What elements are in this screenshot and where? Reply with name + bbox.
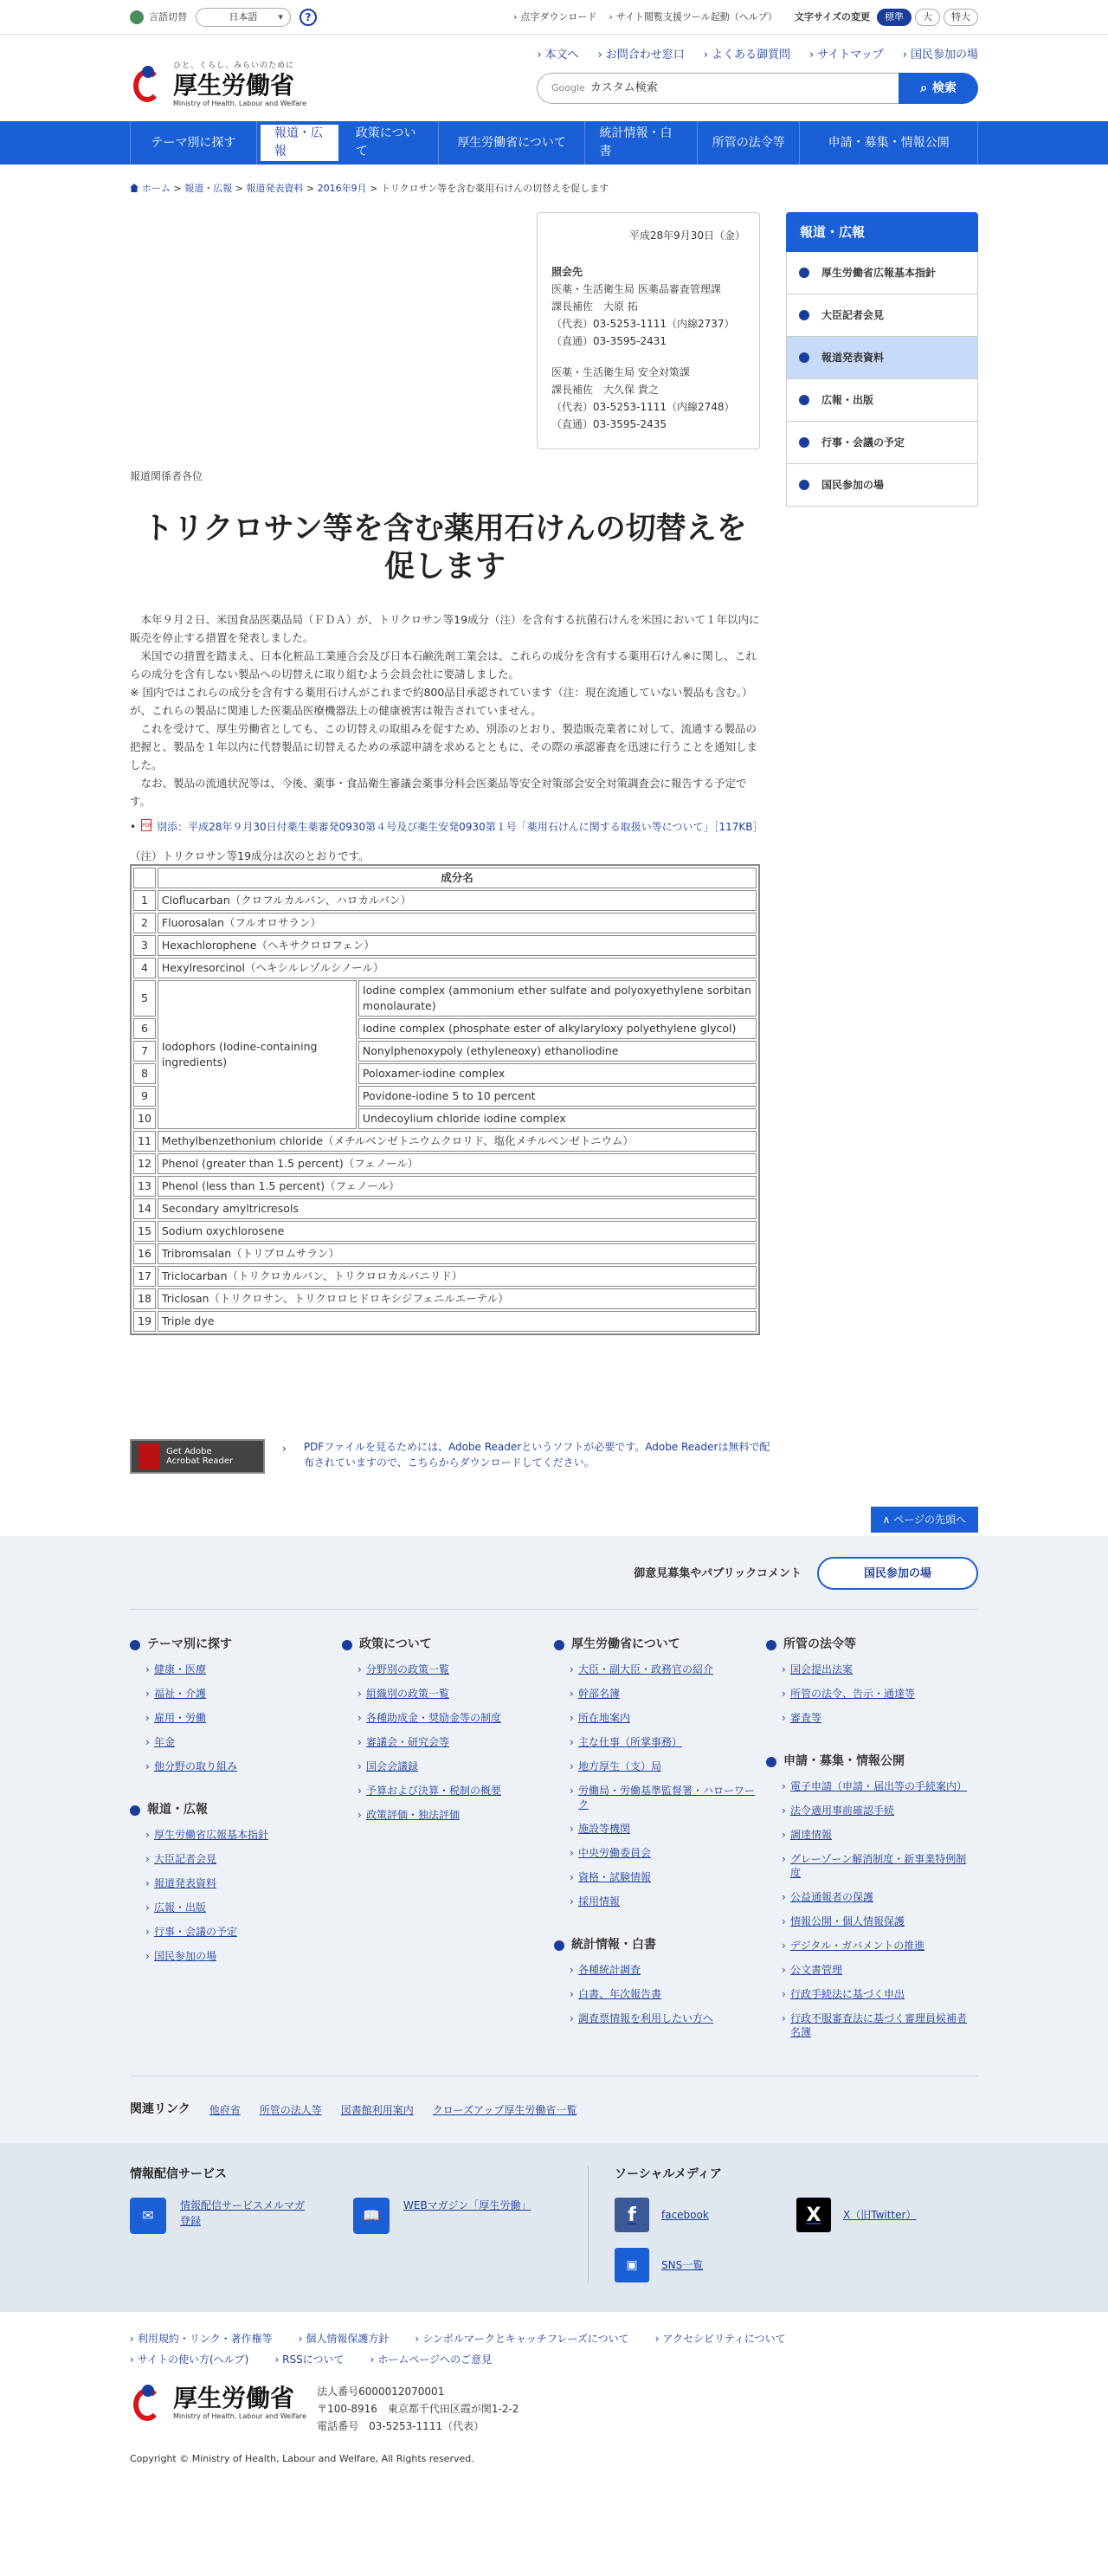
adobe-reader-notice xyxy=(130,1439,978,1474)
table-note: （注）トリクロサン等19成分は次のとおりです。 xyxy=(130,849,370,862)
facebook-label: facebook xyxy=(661,2209,709,2222)
logo-tagline: ひと、くらし、みらいのために xyxy=(173,61,295,70)
related-link[interactable]: 所管の法人等 xyxy=(259,2103,322,2116)
sidebar-item-events[interactable]: 行事・会議の予定 xyxy=(786,422,978,464)
contact-title: 照会先 xyxy=(551,265,583,278)
footer-link[interactable]: › 他分野の取り組み xyxy=(130,1759,338,1773)
table-row: 12 Phenol (greater than 1.5 percent)（フェノール） xyxy=(133,1153,757,1174)
footer-bottom-link[interactable]: › アクセシビリティについて xyxy=(655,2331,786,2347)
distribution-section xyxy=(0,2143,1108,2312)
page-top-button[interactable]: ∧ ページの先頭へ xyxy=(871,1507,978,1533)
opinion-bar xyxy=(130,1557,978,1610)
phone: 電話番号 03-5253-1111（代表） xyxy=(317,2420,485,2433)
nav-item-press[interactable]: 報道・広報 xyxy=(257,121,342,165)
bullet-icon: • xyxy=(130,820,137,833)
footer-heading: テーマ別に探す xyxy=(130,1636,342,1654)
contact-2-direct-phone: （直通）03-3595-2435 xyxy=(551,417,667,430)
footer-link[interactable]: › 政策評価・独法評価 xyxy=(342,1808,550,1822)
newsletter-tile[interactable] xyxy=(130,2198,310,2234)
social-heading: ソーシャルメディア xyxy=(615,2167,722,2182)
nav-item-themes[interactable]: テーマ別に探す xyxy=(131,121,257,165)
footer-link[interactable]: › 年金 xyxy=(130,1735,338,1749)
table-row: 15 Sodium oxychlorosene xyxy=(133,1221,757,1242)
footer-bottom-links xyxy=(130,2331,892,2367)
footer-link[interactable]: › デジタル・ガバメントの推進 xyxy=(766,1939,974,1953)
footer-logo[interactable] xyxy=(130,2383,306,2424)
footer-bottom xyxy=(130,2312,978,2479)
main-content xyxy=(130,212,763,1336)
facebook-link[interactable] xyxy=(615,2198,796,2232)
bullet-icon: › xyxy=(282,1443,287,1456)
attachment xyxy=(130,819,763,835)
language-select[interactable]: 日本語 ▾ xyxy=(196,8,291,27)
footer-link[interactable]: › 健康・医療 xyxy=(130,1662,338,1676)
footer xyxy=(0,1536,1108,2479)
sidebar-item-public-participation[interactable]: 国民参加の場 xyxy=(786,464,978,507)
footer-link[interactable]: › 国会会議録 xyxy=(342,1759,550,1773)
home-icon xyxy=(130,184,138,192)
sitemap-link[interactable]: › サイトマップ xyxy=(809,47,884,64)
sns-list-label: SNS一覧 xyxy=(661,2259,704,2272)
table-row: 9 Povidone-iodine 5 to 10 percent xyxy=(133,1086,757,1107)
table-row: 7 Nonylphenoxypoly (ethyleneoxy) ethanoliodine xyxy=(133,1041,757,1062)
footer-link[interactable]: › グレーゾーン解消制度・新事業特例制度 xyxy=(766,1852,974,1880)
breadcrumb-home[interactable]: ホーム xyxy=(142,183,171,194)
table-row: 13 Phenol (less than 1.5 percent)（フェノール） xyxy=(133,1176,757,1197)
faq-link[interactable]: › よくある御質問 xyxy=(704,47,790,64)
skip-to-content-link[interactable]: › 本文へ xyxy=(537,47,578,64)
footer-link[interactable]: › 雇用・労働 xyxy=(130,1711,338,1725)
table-row: 5 Iodophors (Iodine-containing ingredients) Iodine complex (ammonium ether sulfate and polyoxyethylene sorbitan monolaurate) xyxy=(133,980,757,1017)
sns-icon: ▣ xyxy=(615,2248,649,2282)
footer-link[interactable]: › 所在地案内 xyxy=(554,1711,762,1725)
footer-link[interactable]: › 行政不服審査法に基づく審理員候補者名簿 xyxy=(766,2011,974,2039)
footer-link[interactable]: › 法令適用事前確認手続 xyxy=(766,1804,974,1817)
footer-sitemap xyxy=(130,1610,978,2076)
footer-heading: 厚生労働省について xyxy=(554,1636,766,1654)
newsletter-link[interactable]: 情報配信サービスメルマガ登録 xyxy=(180,2199,306,2228)
distribution-heading: 情報配信サービス xyxy=(130,2167,227,2182)
search-button[interactable] xyxy=(899,73,978,104)
footer-link[interactable]: › 国民参加の場 xyxy=(130,1949,338,1963)
nav-item-applications[interactable]: 申請・募集・情報公開 xyxy=(800,121,978,165)
breadcrumb-press[interactable]: 報道・広報 xyxy=(184,183,233,194)
search-placeholder: カスタム検索 xyxy=(589,81,658,95)
footer-link[interactable]: › 福祉・介護 xyxy=(130,1687,338,1701)
nav-item-policy[interactable]: 政策について xyxy=(342,121,439,165)
ingredients-table xyxy=(130,864,760,1335)
paragraph: ※ 国内ではこれらの成分を含有する薬用石けんがこれまで約800品目承認されています（注：現在流通していない製品も含む。）が、これらの製品に関連した医薬品医療機器法上の健康被害は報告されていません。 xyxy=(130,685,753,717)
address: 〒100-8916 東京都千代田区霞が関1-2-2 xyxy=(317,2403,519,2416)
table-row: 16 Tribromsalan（トリブロムサラン） xyxy=(133,1243,757,1264)
table-row: 6 Iodine complex (phosphate ester of alkylaryloxy polyethylene glycol) xyxy=(133,1018,757,1039)
sidebar-item-pr-guideline[interactable]: 厚生労働省広報基本指針 xyxy=(786,252,978,294)
table-row: 10 Undecoylium chloride iodine complex xyxy=(133,1108,757,1129)
badge-line-1: Get Adobe xyxy=(166,1447,212,1457)
opinion-label: 御意見募集やパブリックコメント xyxy=(634,1566,802,1580)
footer-link[interactable]: › 組織別の政策一覧 xyxy=(342,1687,550,1701)
sidebar xyxy=(786,212,978,1336)
footer-link[interactable]: › 大臣記者会見 xyxy=(130,1852,338,1866)
footer-link[interactable]: › 各種助成金・奨励金等の制度 xyxy=(342,1711,550,1725)
book-icon: 📖 xyxy=(353,2198,390,2234)
iodophors-group: Iodophors (Iodine-containing ingredients) xyxy=(158,980,357,1129)
footer-bottom-link[interactable]: › シンボルマークとキャッチフレーズについて xyxy=(415,2331,628,2347)
help-icon[interactable]: ? xyxy=(300,9,317,26)
footer-bottom-link[interactable]: › 利用規約・リンク・著作権等 xyxy=(130,2331,273,2347)
footer-heading: 報道・広報 xyxy=(130,1801,342,1819)
search-icon: ⌕ xyxy=(920,81,927,95)
footer-link[interactable]: › 白書、年次報告書 xyxy=(554,1987,762,2001)
footer-link[interactable]: › 中央労働委員会 xyxy=(554,1846,762,1860)
search-input[interactable] xyxy=(537,73,899,104)
related-links xyxy=(130,2076,978,2143)
facebook-icon: f xyxy=(615,2198,649,2232)
x-label: X（旧Twitter） xyxy=(843,2209,917,2222)
sidebar-heading: 報道・広報 xyxy=(786,212,978,253)
footer-heading: 所管の法令等 xyxy=(766,1636,978,1654)
mhlw-logo-icon xyxy=(130,2383,168,2424)
braille-download-link[interactable]: › 点字ダウンロード xyxy=(513,10,596,25)
footer-logo-english: Ministry of Health, Labour and Welfare xyxy=(173,2412,307,2421)
footer-link[interactable]: › 各種統計調査 xyxy=(554,1963,762,1977)
acrobat-icon xyxy=(138,1443,159,1469)
logo-name: 厚生労働省 xyxy=(173,70,295,100)
footer-heading: 申請・募集・情報公開 xyxy=(766,1753,978,1771)
contact-link[interactable]: › お問合わせ窓口 xyxy=(598,47,685,64)
paragraph: 本年９月２日、米国食品医薬品局（ＦＤＡ）が、トリクロサン等19成分（注）を含有する抗菌石けんを米国において１年以内に販売を停止する措置を発表しました。 xyxy=(130,612,760,644)
related-link[interactable]: 他府省 xyxy=(209,2103,241,2116)
contact-1-person: 課長補佐 大原 拓 xyxy=(551,300,638,313)
nav-item-laws[interactable]: 所管の法令等 xyxy=(698,121,800,165)
footer-link[interactable]: › 審議会・研究会等 xyxy=(342,1735,550,1749)
footer-link[interactable]: › 地方厚生（支）局 xyxy=(554,1759,762,1773)
footer-link[interactable]: › 公益通報者の保護 xyxy=(766,1890,974,1904)
footer-link[interactable]: › 電子申請（申請・届出等の手続案内） xyxy=(766,1779,974,1793)
font-size-switcher xyxy=(795,9,978,26)
logo-english-name: Ministry of Health, Labour and Welfare xyxy=(173,99,307,107)
contact-1-dept: 医薬・生活衛生局 医薬品審査管理課 xyxy=(551,282,721,295)
addressee: 報道関係者各位 xyxy=(130,469,203,482)
footer-link[interactable]: › 報道発表資料 xyxy=(130,1876,338,1890)
adobe-download-link[interactable]: PDFファイルを見るためには、Adobe Readerというソフトが必要です。Adobe Readerは無料で配布されていますので、こちらからダウンロードしてください。 xyxy=(303,1441,770,1469)
table-row: 4 Hexylresorcinol（ヘキシルレゾルシノール） xyxy=(133,958,757,978)
web-magazine-link[interactable]: WEBマガジン「厚生労働」 xyxy=(403,2199,531,2212)
footer-heading: 政策について xyxy=(342,1636,554,1654)
corporate-number: 法人番号6000012070001 xyxy=(317,2386,445,2398)
globe-icon xyxy=(130,10,144,24)
site-header xyxy=(0,35,1108,121)
global-nav xyxy=(0,121,1108,165)
breadcrumb-current: トリクロサン等を含む薬用石けんの切替えを促します xyxy=(380,183,609,194)
table-row: 11 Methylbenzethonium chloride（メチルベンゼトニウムクロリド、塩化メチルベンゼトニウム） xyxy=(133,1131,757,1152)
footer-bottom-link[interactable]: › ホームページへのご意見 xyxy=(370,2352,493,2367)
table-row: 14 Secondary amyltricresols xyxy=(133,1198,757,1219)
contact-1-direct-phone: （直通）03-3595-2431 xyxy=(551,334,667,347)
sidebar-item-publications[interactable]: 広報・出版 xyxy=(786,379,978,422)
footer-link[interactable]: › 公文書管理 xyxy=(766,1963,974,1977)
utility-bar xyxy=(0,0,1108,35)
mhlw-logo-icon xyxy=(130,64,168,106)
web-magazine-tile[interactable] xyxy=(353,2198,533,2234)
public-participation-link[interactable]: › 国民参加の場 xyxy=(903,47,978,64)
footer-bottom-link[interactable]: › サイトの使い方(ヘルプ) xyxy=(130,2352,248,2367)
footer-link[interactable]: › 広報・出版 xyxy=(130,1901,338,1914)
breadcrumb: ホーム > 報道・広報 > 報道発表資料 > 2016年9月 > トリクロサン等を含む薬用石けんの切替えを促します xyxy=(130,165,978,212)
table-row: 3 Hexachlorophene（ヘキサクロロフェン） xyxy=(133,935,757,956)
sidebar-item-press-releases[interactable]: 報道発表資料 xyxy=(786,337,978,379)
contact-1-main-phone: （代表）03-5253-1111（内線2737） xyxy=(551,317,735,330)
footer-link[interactable]: › 主な仕事（所掌事務） xyxy=(554,1735,762,1749)
search-form xyxy=(537,73,978,104)
sns-list-link[interactable] xyxy=(615,2248,796,2282)
sidebar-item-press-conference[interactable]: 大臣記者会見 xyxy=(786,294,978,337)
footer-link[interactable]: › 調査票情報を利用したい方へ xyxy=(554,2011,762,2025)
contact-box xyxy=(537,212,760,449)
table-row: 17 Triclocarban（トリクロカルバン、トリクロロカルバニリド） xyxy=(133,1266,757,1287)
attachment-link[interactable]: 別添：平成28年９月30日付薬生薬審発0930第４号及び薬生安発0930第１号「薬用石けんに関する取扱い等について」［117KB］ xyxy=(157,820,763,833)
header-links xyxy=(537,47,978,64)
page-title: トリクロサン等を含む薬用石けんの切替えを促します xyxy=(143,511,747,584)
badge-line-2: Acrobat Reader xyxy=(166,1456,234,1467)
google-label: Google xyxy=(551,81,585,94)
copyright: Copyright © Ministry of Health, Labour and Welfare, All Rights reserved. xyxy=(130,2453,474,2465)
pdf-icon: PDF xyxy=(141,819,151,831)
table-row: 2 Fluorosalan（フルオロサラン） xyxy=(133,913,757,933)
footer-link[interactable]: › 行事・会議の予定 xyxy=(130,1925,338,1939)
table-row: 18 Triclosan（トリクロサン、トリクロロヒドロキシジフェニルエーテル） xyxy=(133,1288,757,1309)
footer-link[interactable]: › 予算および決算・税制の概要 xyxy=(342,1784,550,1798)
table-row: 19 Triple dye xyxy=(133,1311,757,1332)
contact-2-person: 課長補佐 大久保 貴之 xyxy=(551,383,659,396)
adobe-reader-badge[interactable] xyxy=(130,1439,265,1474)
footer-link[interactable]: › 厚生労働省広報基本指針 xyxy=(130,1828,338,1842)
public-participation-button[interactable]: 国民参加の場 xyxy=(817,1557,978,1590)
related-link[interactable]: 図書館利用案内 xyxy=(340,2103,414,2116)
font-size-large-button[interactable]: 大 xyxy=(915,9,940,26)
release-date: 平成28年9月30日（金） xyxy=(628,229,745,242)
paragraph: なお、製品の流通状況等は、今後、薬事・食品衛生審議会薬事分科会医薬品等安全対策部会安全対策調査会に報告する予定です。 xyxy=(130,776,747,808)
font-size-label: 文字サイズの変更 xyxy=(794,10,870,23)
related-link[interactable]: クローズアップ厚生労働省一覧 xyxy=(432,2103,577,2116)
press-body xyxy=(130,610,760,810)
footer-bottom-link[interactable]: › RSSについて xyxy=(274,2352,344,2367)
footer-link[interactable]: › 採用情報 xyxy=(554,1895,762,1908)
search-button-label: 検索 xyxy=(931,81,957,95)
language-label: 言語切替 xyxy=(149,10,187,23)
contact-2-main-phone: （代表）03-5253-1111（内線2748） xyxy=(551,400,735,413)
font-size-standard-button[interactable]: 標準 xyxy=(877,9,912,26)
footer-bottom-link[interactable]: › 個人情報保護方針 xyxy=(299,2331,390,2347)
footer-link[interactable]: › 施設等機関 xyxy=(554,1822,762,1836)
footer-link[interactable]: › 分野別の政策一覧 xyxy=(342,1662,550,1676)
nav-item-statistics[interactable]: 統計情報・白書 xyxy=(585,121,698,165)
paragraph: 米国での措置を踏まえ、日本化粧品工業連合会及び日本石鹸洗剤工業会は、これらの成分を含有する薬用石けん※に関し、これらの成分を含有しない製品への切替えに取り組むよう会員会社に要請しました。 xyxy=(130,649,757,681)
table-header: 成分名 xyxy=(158,868,757,888)
breadcrumb-press-releases[interactable]: 報道発表資料 xyxy=(246,183,304,194)
footer-heading: 統計情報・白書 xyxy=(554,1936,766,1954)
footer-link[interactable]: › 審査等 xyxy=(766,1711,974,1725)
x-icon: X xyxy=(796,2198,831,2232)
related-heading: 関連リンク xyxy=(130,2102,190,2117)
footer-logo-name: 厚生労働省 xyxy=(173,2384,295,2413)
footer-link[interactable]: › 情報公開・個人情報保護 xyxy=(766,1914,974,1928)
footer-link[interactable]: › 幹部名簿 xyxy=(554,1687,762,1701)
paragraph: これを受けて、厚生労働省としても、この切替えの取組みを促すため、別添のとおり、製造販売業者に対して、流通する製品の把握と、製品を１年以内に代替製品に切替えるための承認申請を求めるとともに、その際の承認審査を迅速に行うことを通知しました。 xyxy=(130,721,758,772)
footer-link[interactable]: › 行政手続法に基づく申出 xyxy=(766,1987,974,2001)
nav-item-about[interactable]: 厚生労働省について xyxy=(439,121,586,165)
table-row: 8 Poloxamer-iodine complex xyxy=(133,1063,757,1084)
x-link[interactable] xyxy=(796,2198,978,2232)
site-logo[interactable] xyxy=(130,61,306,109)
footer-link[interactable]: › 大臣・副大臣・政務官の紹介 xyxy=(554,1662,762,1676)
contact-2-dept: 医薬・生活衛生局 安全対策課 xyxy=(551,365,690,378)
footer-link[interactable]: › 調達情報 xyxy=(766,1828,974,1842)
breadcrumb-month[interactable]: 2016年9月 xyxy=(317,183,367,194)
browse-support-link[interactable]: › サイト閲覧支援ツール起動（ヘルプ） xyxy=(609,10,777,25)
mail-icon: ✉ xyxy=(130,2198,166,2234)
table-row: 1 Cloflucarban（クロフルカルバン、ハロカルバン） xyxy=(133,890,757,911)
footer-link[interactable]: › 国会提出法案 xyxy=(766,1662,974,1676)
font-size-xlarge-button[interactable]: 特大 xyxy=(944,9,978,26)
footer-link[interactable]: › 労働局・労働基準監督署・ハローワーク xyxy=(554,1784,762,1811)
footer-link[interactable]: › 所管の法令、告示・通達等 xyxy=(766,1687,974,1701)
footer-link[interactable]: › 資格・試験情報 xyxy=(554,1870,762,1884)
